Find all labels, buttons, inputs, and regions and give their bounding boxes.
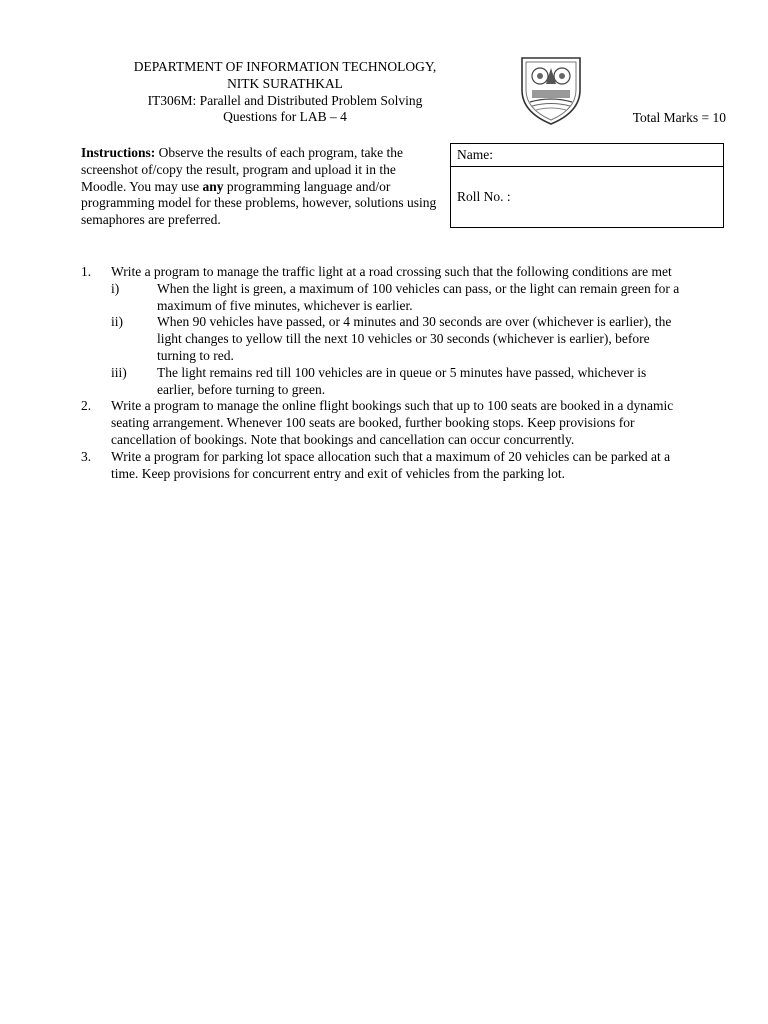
question-number: 2.: [81, 398, 92, 414]
course-title: IT306M: Parallel and Distributed Problem Solving: [147, 92, 423, 108]
question-number: 1.: [81, 264, 92, 279]
instructions-label: Instructions:: [81, 145, 156, 160]
document-header: [96, 59, 474, 126]
sub-question-text: The light remains red till 100 vehicles are in queue or 5 minutes have passed, whichever is earlier, before turning to green.: [157, 364, 647, 397]
roll-number-field[interactable]: [451, 167, 723, 206]
sub-question-number: ii): [111, 314, 123, 330]
questions-list: [81, 264, 681, 482]
instructions-emphasis: any: [202, 178, 224, 194]
instructions-block: [81, 145, 441, 229]
question-text: Write a program to manage the traffic light at a road crossing such that the following conditions are met: [111, 264, 672, 279]
nitk-emblem-icon: [516, 54, 586, 126]
total-marks: Total Marks = 10: [632, 110, 726, 125]
instructions-text-2: programming language and/or programming model for these problems, however, solutions using semaphores are preferred.: [81, 178, 437, 228]
roll-label: Roll No. :: [457, 189, 511, 204]
sub-question-iii: [111, 365, 681, 399]
question-text: Write a program for parking lot space allocation such that a maximum of 20 vehicles can be parked at a time. Keep provisions for concurrent entry and exit of vehicles from the parking lot.: [111, 448, 671, 481]
institute-name: NITK SURATHKAL: [227, 75, 343, 91]
sub-question-i: [111, 281, 681, 315]
sub-question-number: iii): [111, 364, 127, 380]
lab-title: Questions for LAB – 4: [223, 109, 347, 125]
sub-question-number: i): [111, 280, 120, 296]
sub-question-text: When the light is green, a maximum of 100 vehicles can pass, or the light can remain green for a maximum of five minutes, whichever is earlier.: [157, 280, 680, 313]
name-field[interactable]: [451, 144, 723, 167]
department-title: DEPARTMENT OF INFORMATION TECHNOLOGY,: [133, 59, 437, 74]
name-label: Name:: [457, 147, 493, 162]
question-number: 3.: [81, 448, 92, 464]
question-1: [81, 264, 681, 398]
sub-question-ii: [111, 314, 681, 364]
question-2: [81, 398, 681, 448]
instructions-text-1: Observe the results of each program, take the screenshot of/copy the result, program and upload it in the Moodle. You may use: [81, 145, 404, 194]
question-3: [81, 449, 681, 483]
question-text: Write a program to manage the online flight bookings such that up to 100 seats are booked in a dynamic seating arrangement. Whenever 100 seats are booked, further booking stops. Keep provisions for cancellation of bookings. Note that bookings and cancellation can occur concurrently.: [111, 398, 674, 447]
sub-question-text: When 90 vehicles have passed, or 4 minutes and 30 seconds are over (whichever is earlier), the light changes to yellow till the next 10 vehicles or 30 seconds (whichever is earlier), before turning to red.: [157, 314, 672, 363]
student-info-box: [450, 143, 724, 228]
